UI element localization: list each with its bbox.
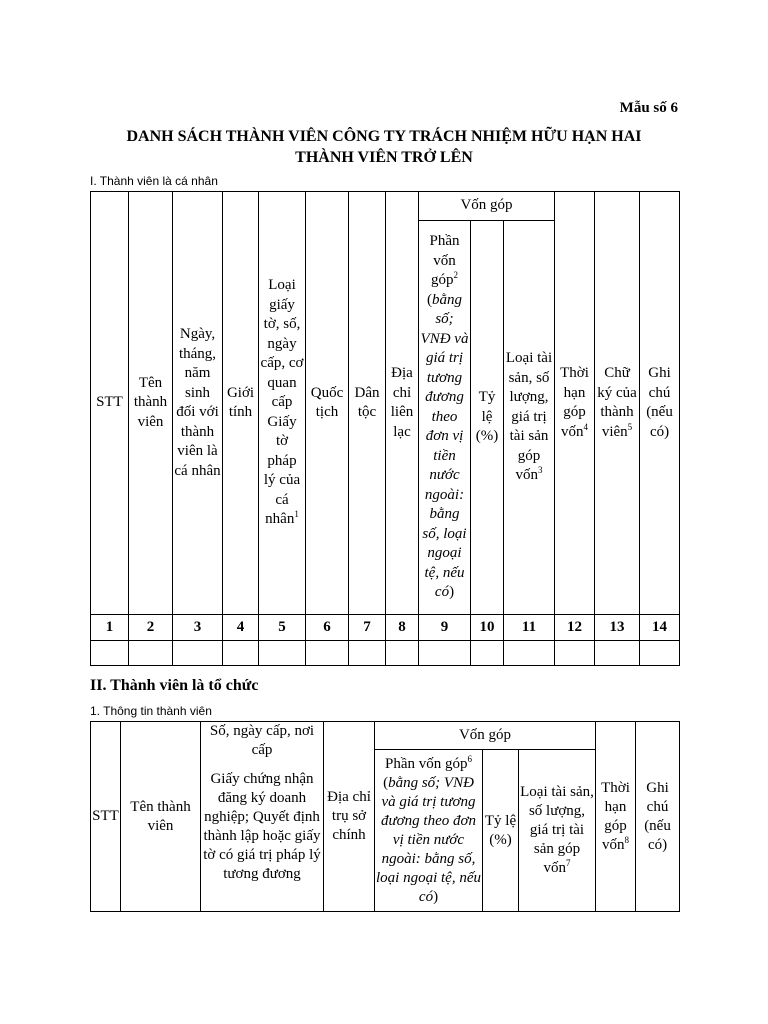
- section-1-heading: I. Thành viên là cá nhân: [90, 174, 218, 188]
- column-number: 10: [471, 615, 504, 641]
- org-header-asset-type-text: Loại tài sản, số lượng, giá trị tài sản góp vốn: [520, 784, 594, 876]
- header-capital-share-open: (: [427, 291, 432, 308]
- org-header-capital-share-open: (: [383, 774, 389, 791]
- org-header-capital-share-detail: bằng số; VNĐ và giá trị tương đương theo đơn vị tiền nước ngoài: bằng số, loại ngoại tệ, nếu có: [376, 774, 481, 905]
- document-title-line-1: DANH SÁCH THÀNH VIÊN CÔNG TY TRÁCH NHIỆM HỮU HẠN HAI: [126, 128, 642, 145]
- header-contribution-term: [555, 192, 595, 615]
- org-header-asset-type: [519, 750, 596, 912]
- header-member-name: Tên thành viên: [129, 192, 173, 615]
- empty-cell: [91, 641, 129, 666]
- org-header-headquarters-address: Địa chỉ trụ sở chính: [324, 722, 375, 912]
- header-ethnicity: Dân tộc: [349, 192, 386, 615]
- org-header-capital-share: [375, 750, 483, 912]
- empty-cell: [504, 641, 555, 666]
- empty-cell: [595, 641, 640, 666]
- header-ratio: Tỷ lệ (%): [471, 221, 504, 615]
- column-number: 13: [595, 615, 640, 641]
- column-number: 3: [173, 615, 223, 641]
- empty-cell: [306, 641, 349, 666]
- organization-members-table: [90, 721, 680, 912]
- header-id-document: [259, 192, 306, 615]
- empty-cell: [259, 641, 306, 666]
- footnote-ref-7: 7: [566, 858, 571, 868]
- header-capital-share-close: ): [449, 584, 455, 601]
- form-number: Mẫu số 6: [619, 100, 678, 116]
- header-date-of-birth: Ngày, tháng, năm sinh đối với thành viên là cá nhân: [173, 192, 223, 615]
- org-header-notes: Ghi chú (nếu có): [636, 722, 680, 912]
- header-gender: Giới tính: [223, 192, 259, 615]
- empty-cell: [129, 641, 173, 666]
- column-number: 7: [349, 615, 386, 641]
- header-capital-share-detail: bằng số; VNĐ và giá trị tương đương theo đơn vị tiền nước ngoài: bằng số, loại ngoại tệ, nếu có: [420, 291, 469, 601]
- footnote-ref-4: 4: [583, 421, 589, 432]
- column-number: 12: [555, 615, 595, 641]
- empty-cell: [349, 641, 386, 666]
- footnote-ref-8: 8: [624, 834, 630, 845]
- header-asset-type-text: Loại tài sản, số lượng, giá trị tài sản góp vốn: [505, 350, 553, 484]
- empty-data-row: [91, 641, 680, 666]
- footnote-ref-3: 3: [538, 465, 543, 476]
- column-number: 5: [259, 615, 306, 641]
- header-contribution-term-text: Thời hạn góp vốn: [560, 365, 589, 440]
- column-number: 14: [640, 615, 680, 641]
- org-header-registration-issued: Số, ngày cấp, nơi cấp: [201, 722, 324, 770]
- org-header-registration-document: Giấy chứng nhận đăng ký doanh nghiệp; Quyết định thành lập hoặc giấy tờ có giá trị pháp lý tương đương: [201, 770, 324, 912]
- footnote-ref-6: 6: [467, 753, 472, 764]
- org-header-capital-contribution: Vốn góp: [375, 722, 596, 750]
- column-number: 8: [386, 615, 419, 641]
- empty-cell: [640, 641, 680, 666]
- section-2-subheading: 1. Thông tin thành viên: [90, 704, 212, 718]
- org-header-capital-share-prefix: Phần vốn góp: [385, 755, 468, 772]
- header-asset-type: [504, 221, 555, 615]
- header-id-document-text: Loại giấy tờ, số, ngày cấp, cơ quan cấp Giấy tờ pháp lý của cá nhân: [260, 277, 304, 528]
- footnote-ref-1: 1: [294, 509, 299, 520]
- column-number: 9: [419, 615, 471, 641]
- column-number: 6: [306, 615, 349, 641]
- column-number: 2: [129, 615, 173, 641]
- org-header-stt: STT: [91, 722, 121, 912]
- column-number: 1: [91, 615, 129, 641]
- document-title-line-2: THÀNH VIÊN TRỞ LÊN: [295, 149, 473, 166]
- empty-cell: [173, 641, 223, 666]
- org-header-contribution-term: [596, 722, 636, 912]
- empty-cell: [471, 641, 504, 666]
- header-capital-share: [419, 221, 471, 615]
- column-number: 11: [504, 615, 555, 641]
- document-title: [90, 126, 678, 168]
- header-capital-contribution: Vốn góp: [419, 192, 555, 221]
- org-header-member-name: Tên thành viên: [121, 722, 201, 912]
- org-header-contribution-term-text: Thời hạn góp vốn: [601, 779, 630, 853]
- org-header-ratio: Tỷ lệ (%): [483, 750, 519, 912]
- header-notes: Ghi chú (nếu có): [640, 192, 680, 615]
- footnote-ref-2: 2: [453, 270, 458, 281]
- column-number: 4: [223, 615, 259, 641]
- footnote-ref-5: 5: [627, 421, 633, 432]
- empty-cell: [555, 641, 595, 666]
- header-nationality: Quốc tịch: [306, 192, 349, 615]
- empty-cell: [419, 641, 471, 666]
- header-stt: STT: [91, 192, 129, 615]
- org-header-capital-share-close: ): [433, 888, 439, 905]
- header-capital-share-prefix: Phần vốn góp: [429, 233, 460, 289]
- empty-cell: [386, 641, 419, 666]
- header-member-signature-text: Chữ ký của thành viên: [597, 365, 637, 440]
- header-contact-address: Địa chỉ liên lạc: [386, 192, 419, 615]
- empty-cell: [223, 641, 259, 666]
- individual-members-table: [90, 191, 680, 666]
- header-member-signature: [595, 192, 640, 615]
- section-2-heading: II. Thành viên là tổ chức: [90, 677, 259, 694]
